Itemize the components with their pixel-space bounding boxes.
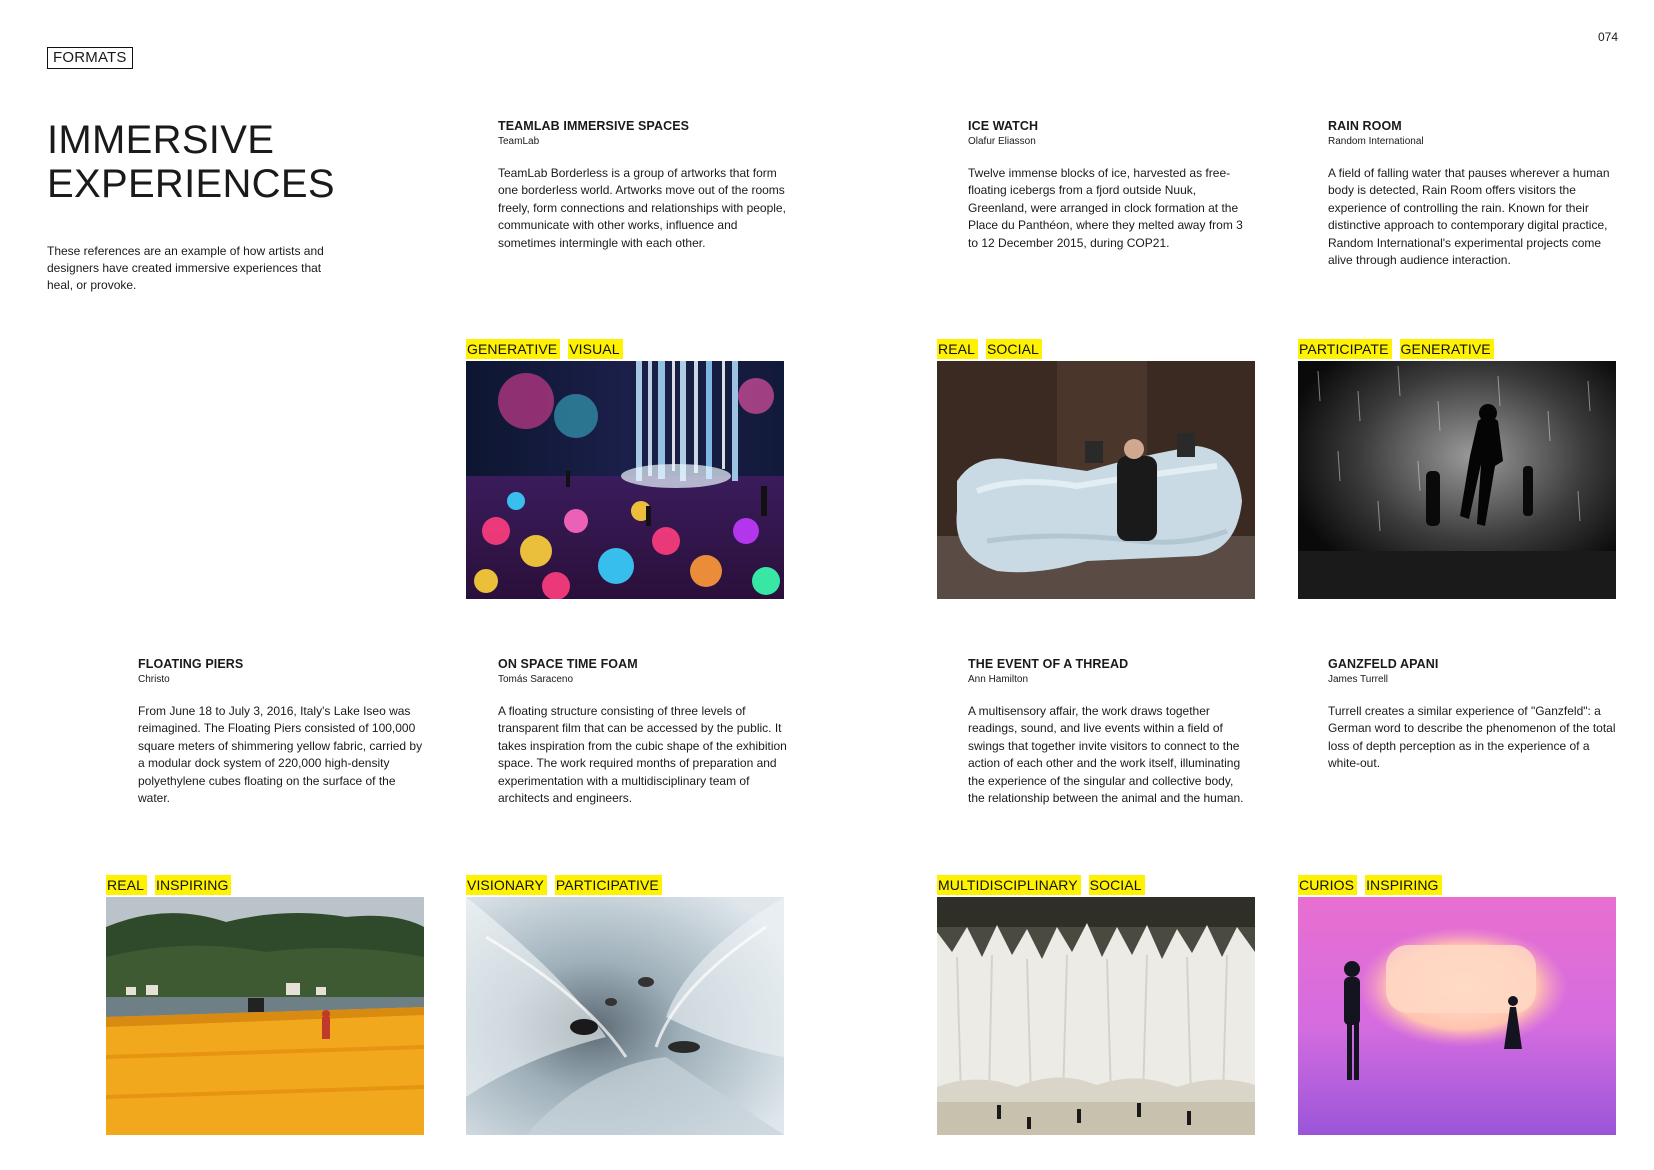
project-title: TEAMLAB IMMERSIVE SPACES xyxy=(498,119,690,133)
project-title: FLOATING PIERS xyxy=(138,657,244,671)
project-title: ICE WATCH xyxy=(968,119,1039,133)
project-author: Random International xyxy=(1328,136,1424,147)
tag-group xyxy=(1298,339,1494,359)
tag-group xyxy=(106,875,231,895)
teamlab-flower-room-photo xyxy=(466,361,784,599)
project-title: THE EVENT OF A THREAD xyxy=(968,657,1129,671)
ganzfeld-light-photo xyxy=(1298,897,1616,1135)
tag: INSPIRING xyxy=(1365,875,1441,895)
project-description: Turrell creates a similar experience of "Ganzfeld": a German word to describe the phenomenon of the total loss of depth perception as in the experience of a white-out. xyxy=(1328,704,1616,771)
project-card-ganzfeld-apani xyxy=(1328,657,1618,773)
tag: SOCIAL xyxy=(1089,875,1145,895)
project-description: Twelve immense blocks of ice, harvested as free-floating icebergs from a fjord outside Nuuk, Greenland, were arranged in clock formation at the Place du Panthéon, where they melted away from 3 to 12 December 2015, during COP21. xyxy=(968,166,1243,250)
tag-group xyxy=(466,875,662,895)
project-author: Christo xyxy=(138,674,170,685)
project-description: A floating structure consisting of three levels of transparent film that can be accessed by the public. It takes inspiration from the cubic shape of the exhibition space. The work required months of preparation and experimentation with a multidisciplinary team of architects and engineers. xyxy=(498,704,787,806)
project-description: A field of falling water that pauses wherever a human body is detected, Rain Room offers visitors the experience of controlling the rain. Known for their distinctive approach to contemporary digital practice, Random International's experimental projects come alive through audience interaction. xyxy=(1328,166,1610,268)
project-author: Olafur Eliasson xyxy=(968,136,1036,147)
project-title: GANZFELD APANI xyxy=(1328,657,1439,671)
page-title-line-1: IMMERSIVE xyxy=(47,118,275,162)
tag: INSPIRING xyxy=(155,875,231,895)
project-title: ON SPACE TIME FOAM xyxy=(498,657,638,671)
project-author: Ann Hamilton xyxy=(968,674,1029,685)
tag: CURIOS xyxy=(1298,875,1357,895)
project-description: TeamLab Borderless is a group of artworks that form one borderless world. Artworks move out of the rooms freely, form connections and relationships with people, communicate with other works, influence and sometimes intermingle with each other. xyxy=(498,166,786,250)
project-author: TeamLab xyxy=(498,136,540,147)
section-label: FORMATS xyxy=(47,47,133,69)
project-card-floating-piers xyxy=(138,657,423,807)
tag: PARTICIPATE xyxy=(1298,339,1392,359)
floating-piers-photo xyxy=(106,897,424,1135)
tag-group xyxy=(1298,875,1442,895)
tag: PARTICIPATIVE xyxy=(555,875,662,895)
project-card-ice-watch xyxy=(968,119,1253,252)
project-description: From June 18 to July 3, 2016, Italy's Lake Iseo was reimagined. The Floating Piers consisted of 100,000 square meters of shimmering yellow fabric, carried by a modular dock system of 220,000 high-density polyethylene cubes floating on the surface of the water. xyxy=(138,704,423,806)
tag: GENERATIVE xyxy=(1400,339,1494,359)
project-title: RAIN ROOM xyxy=(1328,119,1402,133)
intro-text: These references are an example of how artists and designers have created immersive experiences that heal, or provoke. xyxy=(47,244,324,292)
project-author: Tomás Saraceno xyxy=(498,674,574,685)
project-card-on-space-time-foam xyxy=(498,657,788,807)
page-title xyxy=(47,118,335,206)
page-number: 074 xyxy=(1598,30,1619,44)
project-card-teamlab xyxy=(498,119,788,252)
project-card-event-of-a-thread xyxy=(968,657,1253,807)
tag-group xyxy=(466,339,623,359)
tag: VISUAL xyxy=(568,339,622,359)
project-card-rain-room xyxy=(1328,119,1618,269)
rain-room-photo xyxy=(1298,361,1616,599)
project-author: James Turrell xyxy=(1328,674,1389,685)
tag: VISIONARY xyxy=(466,875,547,895)
tag-group xyxy=(937,339,1042,359)
tag: REAL xyxy=(937,339,978,359)
tag: REAL xyxy=(106,875,147,895)
ice-block-photo xyxy=(937,361,1255,599)
tag-group xyxy=(937,875,1145,895)
tag: GENERATIVE xyxy=(466,339,560,359)
tag: MULTIDISCIPLINARY xyxy=(937,875,1081,895)
project-description: A multisensory affair, the work draws together readings, sound, and live events within a field of swings that together invite visitors to connect to the action of each other and the work itself, illuminating the experience of the singular and collective body, the relationship between the animal and the human. xyxy=(968,704,1244,806)
tag: SOCIAL xyxy=(986,339,1042,359)
white-curtain-photo xyxy=(937,897,1255,1135)
page-title-line-2: EXPERIENCES xyxy=(47,162,335,206)
transparent-film-photo xyxy=(466,897,784,1135)
